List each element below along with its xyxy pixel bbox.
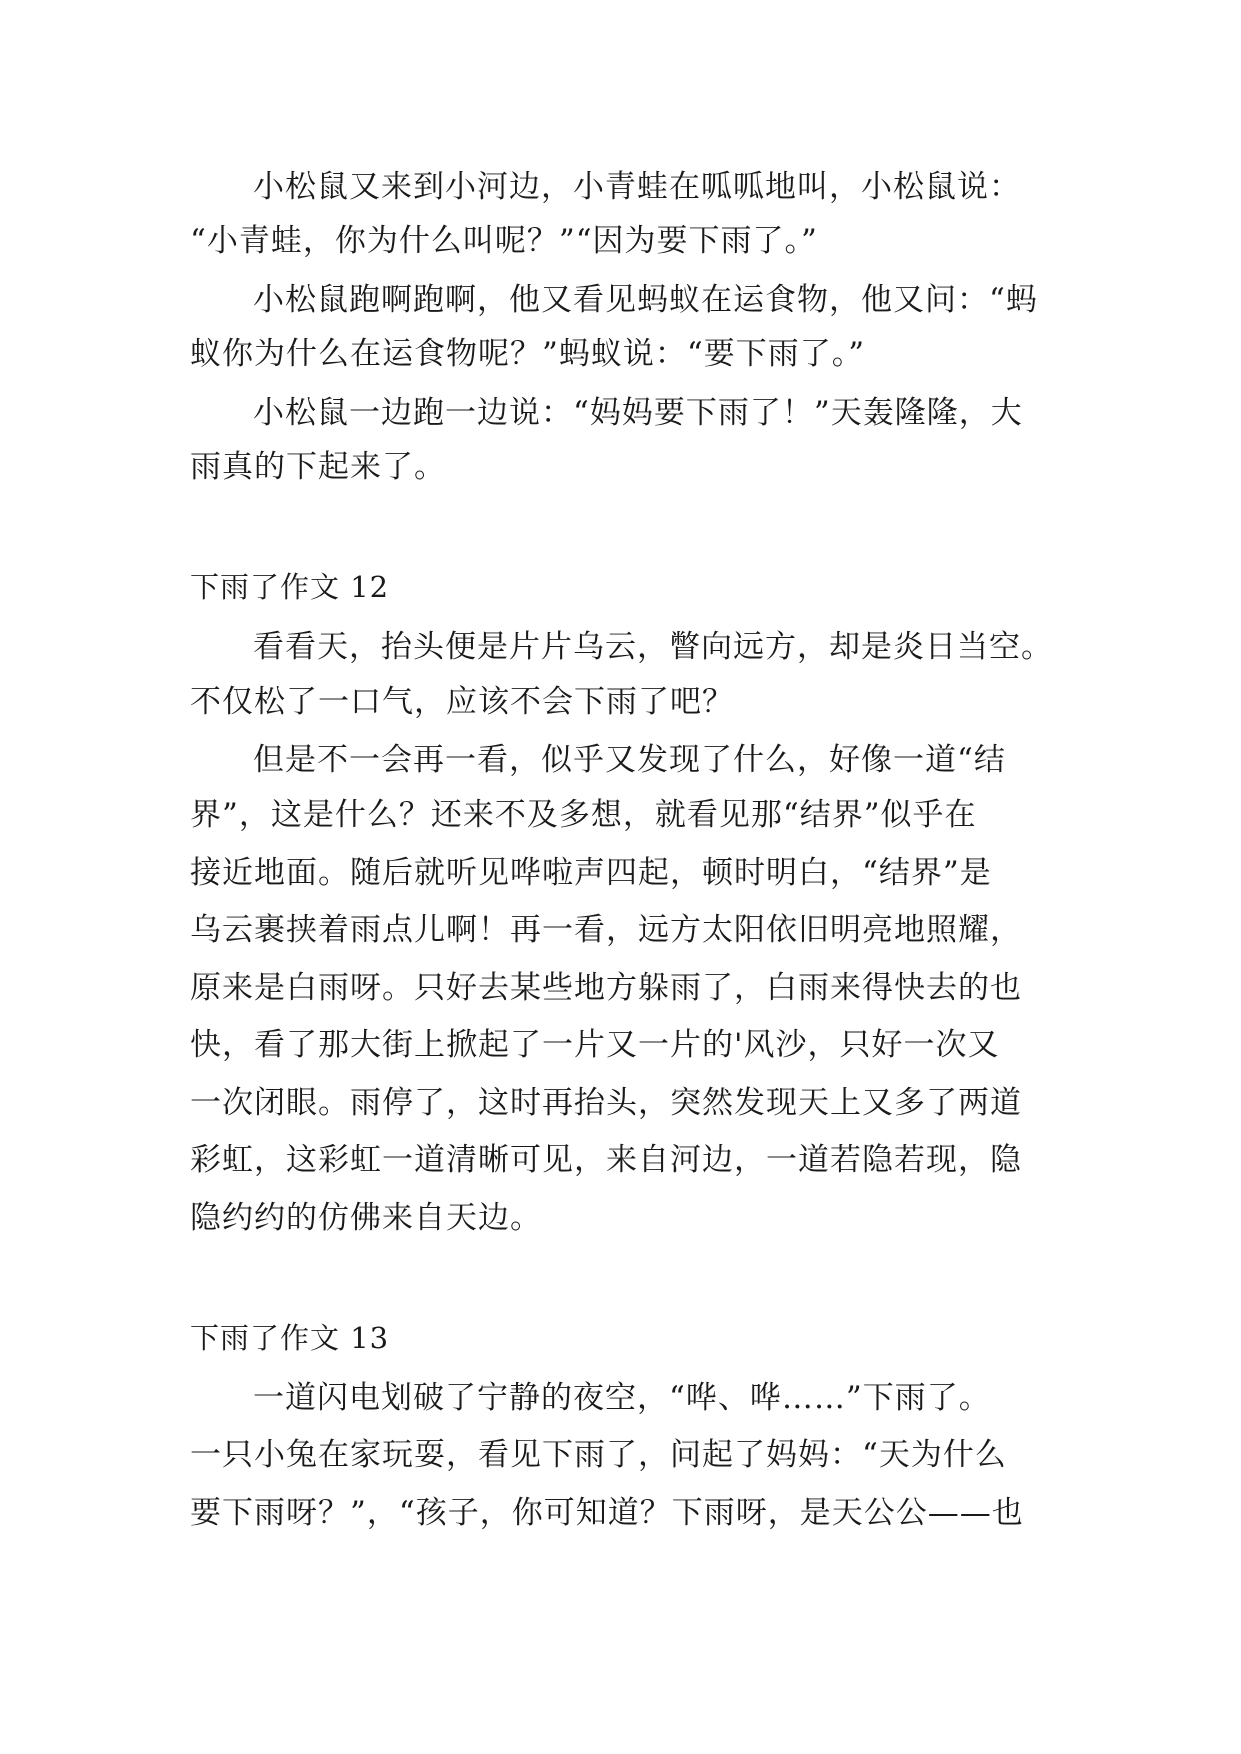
paragraph-line: 一只小兔在家玩耍，看见下雨了，问起了妈妈：“天为什么 (190, 1437, 1007, 1473)
paragraph-line: “小青蛙，你为什么叫呢？”“因为要下雨了。” (190, 223, 818, 259)
section-heading: 下雨了作文 12 (190, 570, 390, 604)
paragraph-line: 小松鼠跑啊跑啊，他又看见蚂蚁在运食物，他又问：“蚂 (253, 282, 1038, 318)
paragraph-line: 原来是白雨呀。只好去某些地方躲雨了，白雨来得快去的也 (190, 970, 1022, 1006)
paragraph-line: 不仅松了一口气，应该不会下雨了吧？ (190, 684, 734, 720)
paragraph-line: 雨真的下起来了。 (190, 449, 446, 485)
paragraph-line: 一道闪电划破了宁静的夜空，“哗、哗……”下雨了。 (253, 1380, 991, 1416)
paragraph-line: 接近地面。随后就听见哗啦声四起，顿时明白，“结界”是 (190, 855, 992, 891)
paragraph-line: 蚁你为什么在运食物呢？”蚂蚁说：“要下雨了。” (190, 336, 866, 372)
paragraph-line: 看看天，抬头便是片片乌云，瞥向远方，却是炎日当空。 (253, 629, 1053, 665)
paragraph-line: 彩虹，这彩虹一道清晰可见，来自河边，一道若隐若现，隐 (190, 1142, 1022, 1178)
paragraph-line: 一次闭眼。雨停了，这时再抬头，突然发现天上又多了两道 (190, 1085, 1022, 1121)
paragraph-line: 小松鼠一边跑一边说：“妈妈要下雨了！”天轰隆隆，大 (253, 395, 1023, 431)
paragraph-line: 小松鼠又来到小河边，小青蛙在呱呱地叫，小松鼠说： (253, 169, 1021, 205)
paragraph-line: 隐约约的仿佛来自天边。 (190, 1200, 542, 1236)
paragraph-line: 但是不一会再一看，似乎又发现了什么，好像一道“结 (253, 742, 1006, 778)
paragraph-line: 快，看了那大街上掀起了一片又一片的'风沙，只好一次又 (190, 1027, 1000, 1063)
section-heading: 下雨了作文 13 (190, 1321, 390, 1355)
paragraph-line: 界”，这是什么？还来不及多想，就看见那“结界”似乎在 (190, 797, 977, 833)
paragraph-line: 乌云裹挟着雨点儿啊！再一看，远方太阳依旧明亮地照耀， (190, 912, 1022, 948)
paragraph-line: 要下雨呀？”，“孩子，你可知道？下雨呀，是天公公——也 (190, 1495, 1024, 1531)
